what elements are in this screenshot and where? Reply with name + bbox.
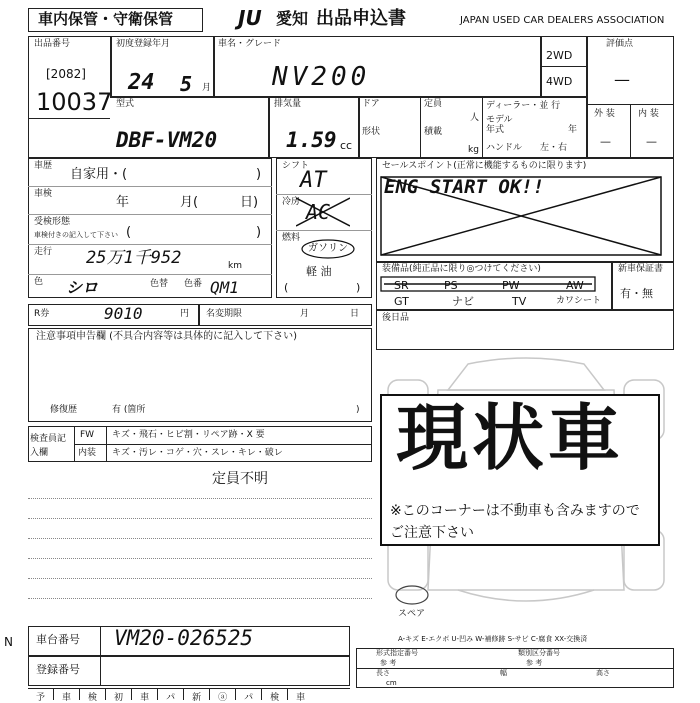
dealer-year-unit: 年 (568, 125, 578, 135)
registration-year: 24 (128, 70, 155, 95)
color-label: 色 (34, 277, 44, 287)
footer-item: 新 (184, 689, 210, 700)
reception-open: ( (126, 225, 132, 240)
storage-label: 車内保管・守衛保管 (38, 10, 174, 28)
lot-number-label: 出品番号 (34, 39, 71, 49)
as-is-notice: ※このコーナーは不動車も含みますのでご注意下さい (390, 503, 640, 541)
equipment-item-seat: カワシート (556, 296, 602, 306)
displacement-value: 1.59 (286, 128, 337, 152)
recycle-value: 9010 (104, 304, 143, 323)
dealer-model-label: モデル (486, 115, 513, 125)
spare-label: スペア (398, 609, 426, 619)
recycle-unit: 円 (180, 309, 190, 319)
specs-unit: cm (386, 679, 397, 687)
history-frame (28, 158, 272, 298)
mileage-unit: km (228, 261, 242, 271)
capacity-label: 定員 (424, 99, 443, 109)
specs-type-ref: 参 考 (380, 659, 397, 667)
specs-width: 幅 (500, 669, 507, 677)
dealer-label: ディーラー・並 行 (486, 101, 561, 111)
lot-code: [2082] (46, 67, 86, 81)
cooler-value: AC (306, 200, 331, 224)
fuel-option: 軽 油 (306, 265, 332, 278)
register-label: 登録番号 (36, 663, 80, 676)
equipment-item-aw: AW (566, 279, 584, 292)
history-value: 自家用・( (70, 167, 128, 182)
drive-2wd: 2WD (546, 49, 573, 62)
lot-number: 10037 (36, 88, 113, 116)
repair-label: 修復歴 (50, 405, 78, 415)
later-docs-label: 後日品 (382, 313, 410, 323)
history-label: 車歴 (34, 161, 53, 171)
selling-point-cross-mark (380, 176, 662, 256)
inspection-day: 日) (240, 195, 259, 210)
grade-exterior-value: — (600, 135, 611, 148)
displacement-unit: cc (340, 139, 353, 152)
fuel-value: ガソリン (308, 243, 348, 254)
shape-label: 形状 (362, 127, 381, 137)
footer-item: 検 (262, 689, 288, 700)
name-change-day: 日 (350, 309, 360, 319)
inspector-row1: キズ・飛石・ヒビ割・リペア跡・X 要 (112, 430, 265, 440)
equipment-item-ps: PS (444, 279, 458, 292)
model-value: DBF-VM20 (116, 128, 218, 152)
recycle-label: R券 (34, 309, 50, 319)
repair-close: ) (356, 405, 360, 415)
color-value: シロ (66, 278, 99, 297)
inspection-year: 年 (116, 195, 130, 210)
registration-label: 初度登録年月 (116, 39, 171, 49)
grade-value: — (614, 70, 630, 89)
inspector-row1-label: FW (80, 430, 95, 440)
ju-logo: JU (238, 6, 262, 30)
shift-label: シフト (282, 161, 310, 171)
inspector-handwritten: 定員不明 (212, 471, 268, 487)
warranty-label: 新車保証書 (618, 264, 664, 274)
warranty-options: 有・無 (620, 287, 653, 300)
drive-4wd: 4WD (546, 75, 573, 88)
footer-item: ⓐ (210, 689, 236, 700)
fuel-open: ( (284, 281, 289, 294)
grade-interior-label: 内 装 (638, 109, 659, 119)
spare-tire-icon (394, 584, 430, 606)
load-label: 積載 (424, 127, 443, 137)
mileage-label: 走行 (34, 247, 53, 257)
color-code-sub: 色番 (184, 279, 203, 289)
equipment-item-pw: PW (502, 279, 520, 292)
reception-close: ) (256, 225, 262, 240)
as-is-title: 現状車 (396, 396, 625, 480)
inspector-row2: キズ・汚レ・コゲ・穴・スレ・キレ・破レ (112, 448, 283, 458)
cooler-cross-mark (296, 196, 350, 228)
inspector-row2-label: 内装 (78, 448, 97, 458)
specs-height: 高さ (596, 669, 610, 677)
footer-item: 車 (132, 689, 158, 700)
capacity-unit: 人 (470, 113, 480, 123)
selling-point-value: ENG START OK!! (384, 176, 545, 198)
dealer-handle-options: 左・右 (540, 143, 568, 153)
shift-value: AT (300, 168, 327, 193)
specs-class-label: 類別区分番号 (518, 649, 560, 657)
cooler-label: 冷房 (282, 197, 301, 207)
equipment-label: 装備品(純正品に限り◎つけてください) (382, 264, 541, 274)
damage-legend: A-キズ E-エクボ U-凹み W-補修跡 S-サビ C-腐食 XX-交換済 (398, 635, 588, 643)
notes-frame (28, 328, 372, 422)
dealer-year-label: 年式 (486, 125, 505, 135)
chassis-label: 車台番号 (36, 633, 80, 646)
recycle-frame (28, 304, 372, 326)
notes-label: 注意事項申告欄 (不具合内容等は具体的に記入して下さい) (36, 331, 297, 342)
grade-exterior-label: 外 装 (594, 109, 615, 119)
grade-label: 評価点 (606, 39, 634, 49)
equipment-item-sr: SR (394, 279, 409, 292)
footer-strip (28, 688, 350, 703)
door-label: ドア (362, 99, 380, 109)
history-close: ) (256, 167, 262, 182)
equipment-item-navi: ナビ (452, 295, 474, 308)
inspector-label: 検査員記入欄 (30, 434, 67, 458)
equipment-item-gt: GT (394, 295, 409, 308)
mileage-value: 25万1千952 (86, 248, 182, 268)
inspection-month: 月( (180, 195, 199, 210)
color-code-value: QM1 (210, 278, 239, 297)
org-name: 愛知 (276, 9, 309, 28)
car-name-label: 車名・グレード (218, 39, 282, 49)
repair-value: 有 (箇所 (112, 405, 146, 415)
registration-month-unit: 月 (202, 83, 212, 93)
fuel-label: 燃料 (282, 233, 301, 243)
fuel-circle-mark (300, 238, 356, 260)
margin-mark: N (4, 635, 13, 649)
footer-item: パ (236, 689, 262, 700)
fuel-close: ) (356, 281, 361, 294)
displacement-label: 排気量 (274, 99, 302, 109)
grade-interior-value: — (646, 135, 657, 148)
equipment-strike-mark (380, 276, 596, 292)
reception-note: 車検付きの記入して下さい (34, 231, 118, 239)
specs-length: 長さ (376, 669, 390, 677)
inspection-label: 車検 (34, 189, 53, 199)
later-docs-frame (376, 310, 674, 350)
model-label: 型式 (116, 99, 135, 109)
association-name: JAPAN USED CAR DEALERS ASSOCIATION (460, 15, 665, 26)
footer-item: 車 (296, 693, 306, 703)
footer-item: 予 (28, 689, 54, 700)
specs-class-ref: 参 考 (526, 659, 543, 667)
name-change-label: 名変期限 (206, 309, 243, 319)
dealer-handle-label: ハンドル (486, 143, 523, 153)
footer-item: 初 (106, 689, 132, 700)
chassis-value: VM20-026525 (114, 626, 254, 650)
footer-item: 車 (54, 689, 80, 700)
registration-month: 5 (180, 72, 193, 96)
name-change-month: 月 (300, 309, 310, 319)
specs-type-label: 形式指定番号 (376, 649, 418, 657)
car-name: NV200 (272, 62, 371, 92)
load-unit: kg (468, 145, 479, 155)
color-code-label: 色替 (150, 279, 169, 289)
footer-item: パ (158, 689, 184, 700)
reception-label: 受検形態 (34, 217, 71, 227)
selling-point-label: セールスポイント(正常に機能するものに限ります) (382, 161, 587, 171)
equipment-item-tv: TV (512, 295, 527, 308)
footer-item: 検 (80, 689, 106, 700)
form-title: 出品申込書 (316, 8, 406, 29)
